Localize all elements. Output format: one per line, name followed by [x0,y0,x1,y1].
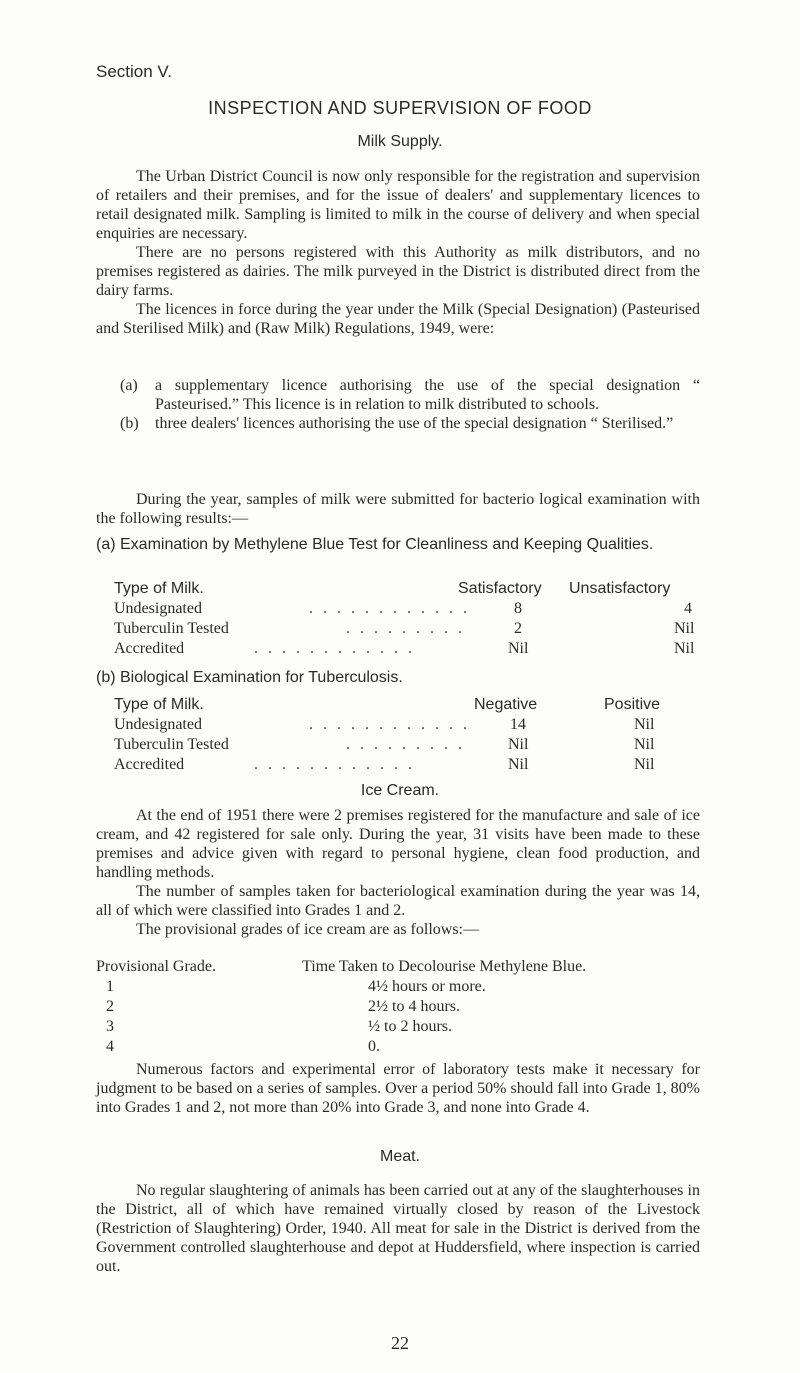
table-row: 2 2½ to 4 hours. [106,998,460,1015]
milk-paragraph-1: The Urban District Council is now only responsible for the registration and supervision of retailers and their premises, and for the issue of dealers' and supplementary licences to retail designated milk. Sampling is limited to milk in the course of delivery and when special enquiries are necessary. [96,168,700,242]
table-header: Type of Milk. Satisfactory Unsatisfactory [114,580,671,597]
table-row: 3 ½ to 2 hours. [106,1018,452,1035]
methylene-blue-table [114,580,704,660]
table-b-heading: (b) Biological Examination for Tuberculosis. [96,669,403,686]
table-row: Tuberculin Tested . . . . . . . . . 2 Nil [114,620,695,637]
meat-paragraph-1: No regular slaughtering of animals has been carried out at any of the slaughterhouses in the District, all of which have remained virtually closed by reason of the Livestock (Restriction of Slaughtering) Order, 1940. All meat for sale in the District is derived from the Government controlled slaughterhouse and depot at Huddersfield, where inspection is carried out. [96,1182,700,1275]
table-row: Undesignated . . . . . . . . . . . . 8 4 [114,600,692,617]
ice-cream-text [96,806,700,939]
ice-cream-heading: Ice Cream. [360,782,440,799]
tuberculosis-table [114,696,704,776]
table-a-heading: (a) Examination by Methylene Blue Test for Cleanliness and Keeping Qualities. [96,536,654,553]
table-row: Tuberculin Tested . . . . . . . . . Nil Nil [114,736,655,753]
ice-cream-paragraph-4: Numerous factors and experimental error of laboratory tests make it necessary for judgment to be based on a series of samples. Over a period 50% should fall into Grade 1, 80% into Grades 1 and 2, not more than 20% into Grade 3, and none into Grade 4. [96,1061,700,1116]
milk-paragraph-3: The licences in force during the year under the Milk (Special Designation) (Pasteurised and Sterilised Milk) and (Raw Milk) Regulations, 1949, were: [96,301,700,337]
table-row: 1 4½ hours or more. [106,978,486,995]
ice-cream-paragraph-2: The number of samples taken for bacteriological examination during the year was 14, all of which were classified into Grades 1 and 2. [96,883,700,919]
table-row: Accredited . . . . . . . . . . . . Nil Nil [114,756,655,773]
table-header: Type of Milk. Negative Positive [114,696,661,713]
section-label: Section V. [96,62,172,81]
milk-paragraph-4: During the year, samples of milk were submitted for bacterio logical examination with the following results:— [96,491,700,527]
table-row: Accredited . . . . . . . . . . . . Nil Nil [114,640,695,657]
milk-paragraph-4-wrap [96,490,700,528]
meat-heading: Meat. [379,1148,420,1165]
page-number: 22 [391,1333,409,1353]
table-header: Provisional Grade. Time Taken to Decolourise Methylene Blue. [96,958,587,975]
table-row: 4 0. [106,1038,380,1055]
list-item: (a) a supplementary licence authorising the use of the special designation “ Pasteurised.” This licence is in relation to milk distributed to schools. [120,377,700,413]
ice-cream-paragraph-3: The provisional grades of ice cream are as follows:— [136,921,479,938]
list-item: (b) three dealers' licences authorising the use of the special designation “ Sterilised.” [120,415,674,432]
ice-cream-paragraph-1: At the end of 1951 there were 2 premises registered for the manufacture and sale of ice cream, and 42 registered for sale only. During the year, 31 visits have been made to these premises and advice given with regard to personal hygiene, clean food production, and handling methods. [96,807,700,881]
provisional-grades-table [96,958,716,1058]
page-title: INSPECTION AND SUPERVISION OF FOOD [208,98,592,118]
milk-paragraph-2: There are no persons registered with this Authority as milk distributors, and no premises registered as dairies. The milk purveyed in the District is distributed direct from the dairy farms. [96,244,700,299]
table-row: Undesignated . . . . . . . . . . . . 14 Nil [114,716,655,733]
ice-cream-paragraph-4-wrap [96,1060,700,1117]
meat-text [96,1181,700,1276]
milk-intro [96,167,700,338]
licence-list [120,376,700,433]
milk-supply-heading: Milk Supply. [357,133,443,150]
